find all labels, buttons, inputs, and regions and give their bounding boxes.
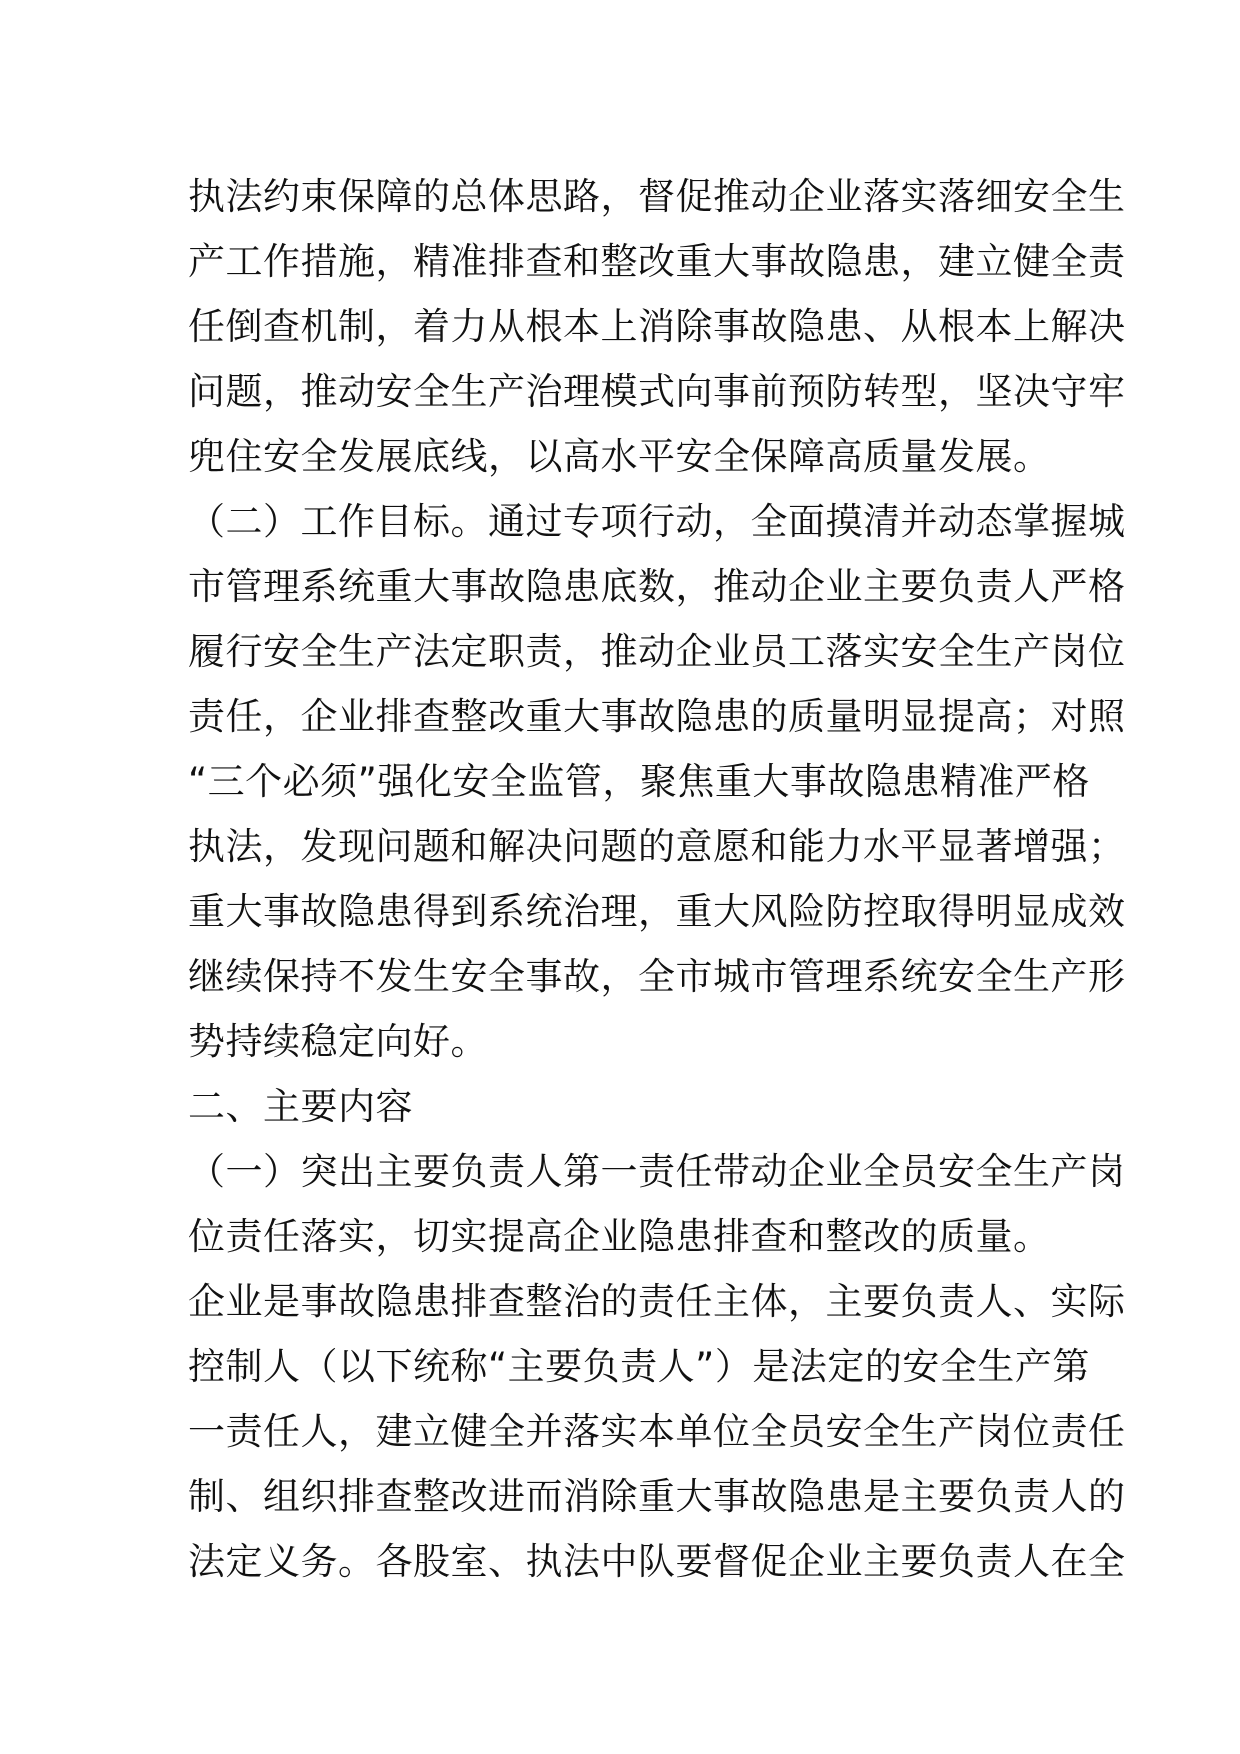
text-line: 履行安全生产法定职责，推动企业员工落实安全生产岗位 — [188, 630, 1126, 673]
text-line: 问题，推动安全生产治理模式向事前预防转型，坚决守牢 — [188, 370, 1126, 413]
text-line: 位责任落实，切实提高企业隐患排查和整改的质量。 — [188, 1215, 1051, 1258]
section-heading-main-content: 二、主要内容 — [188, 1085, 413, 1128]
text-line: 势持续稳定向好。 — [188, 1020, 488, 1063]
body-text — [188, 164, 1126, 1594]
text-line: 市管理系统重大事故隐患底数，推动企业主要负责人严格 — [188, 565, 1126, 608]
text-line: 一责任人，建立健全并落实本单位全员安全生产岗位责任 — [188, 1410, 1126, 1453]
text-line: 执法，发现问题和解决问题的意愿和能力水平显著增强； — [188, 825, 1126, 868]
text-line: 制、组织排查整改进而消除重大事故隐患是主要负责人的 — [188, 1475, 1126, 1518]
text-line: 任倒查机制，着力从根本上消除事故隐患、从根本上解决 — [188, 305, 1126, 348]
text-line: 法定义务。各股室、执法中队要督促企业主要负责人在全 — [188, 1540, 1126, 1583]
text-line: 执法约束保障的总体思路，督促推动企业落实落细安全生 — [188, 175, 1126, 218]
text-line: 控制人（以下统称“主要负责人”）是法定的安全生产第 — [188, 1345, 1090, 1388]
text-line: 企业是事故隐患排查整治的责任主体，主要负责人、实际 — [188, 1280, 1126, 1323]
text-line: 兜住安全发展底线，以高水平安全保障高质量发展。 — [188, 435, 1051, 478]
text-line: 产工作措施，精准排查和整改重大事故隐患，建立健全责 — [188, 240, 1126, 283]
text-line: 责任，企业排查整改重大事故隐患的质量明显提高；对照 — [188, 695, 1126, 738]
text-line: 继续保持不发生安全事故，全市城市管理系统安全生产形 — [188, 955, 1126, 998]
subsection-heading: （一）突出主要负责人第一责任带动企业全员安全生产岗 — [188, 1150, 1126, 1193]
text-line: 重大事故隐患得到系统治理，重大风险防控取得明显成效 — [188, 890, 1126, 933]
section-heading-goals: （二）工作目标。通过专项行动，全面摸清并动态掌握城 — [188, 500, 1126, 543]
text-line: “三个必须”强化安全监管，聚焦重大事故隐患精准严格 — [188, 760, 1090, 803]
